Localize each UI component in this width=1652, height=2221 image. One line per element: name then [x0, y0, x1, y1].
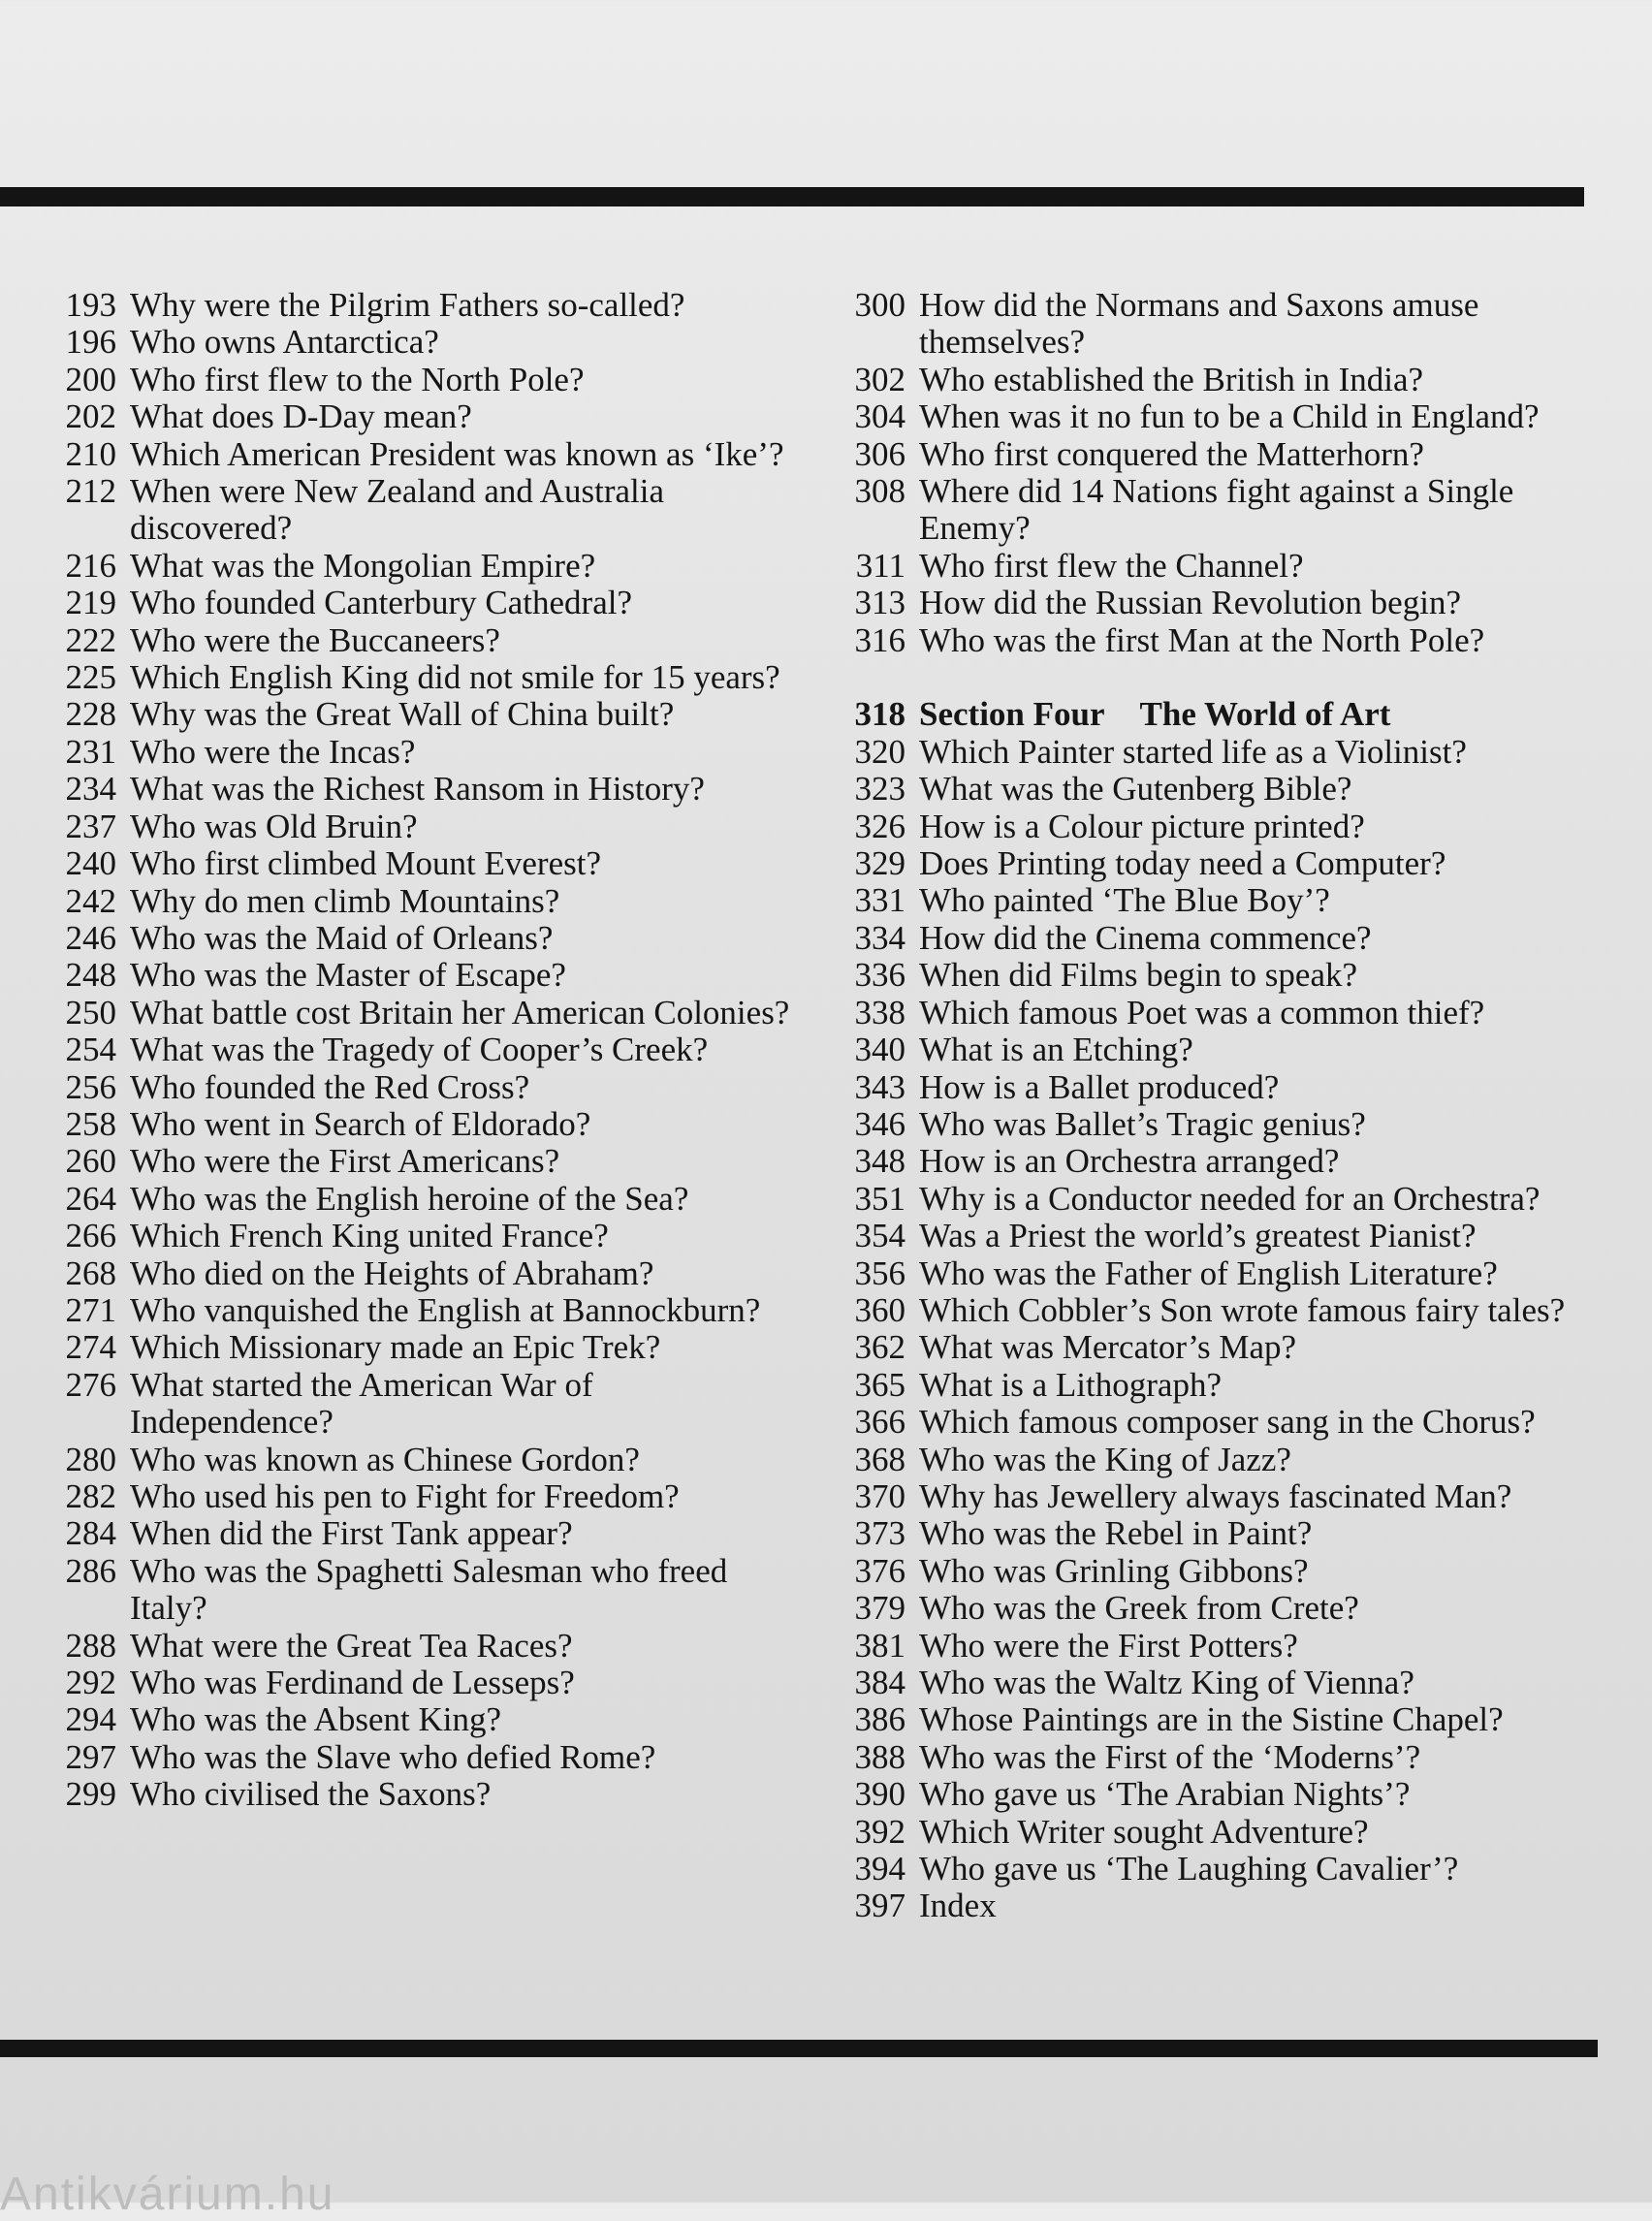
contents-entry	[45, 1367, 801, 1442]
page-number: 242	[65, 881, 116, 920]
entry-title: Who was the Absent King?	[130, 1700, 501, 1739]
contents-entry	[836, 1106, 1611, 1143]
contents-entry	[45, 1143, 801, 1180]
page-number: 388	[854, 1737, 905, 1776]
entry-title: Whose Paintings are in the Sistine Chapel?	[919, 1700, 1504, 1739]
contents-entry	[836, 1292, 1611, 1329]
section-heading	[836, 696, 1611, 733]
entry-title: Does Printing today need a Computer?	[919, 844, 1446, 883]
entry-title: How did the Russian Revolution begin?	[919, 584, 1461, 622]
entry-title: Who was Ballet’s Tragic genius?	[919, 1104, 1366, 1143]
page-number: 394	[854, 1850, 905, 1888]
entry-title: Why is a Conductor needed for an Orchestra?	[919, 1179, 1541, 1218]
contents-entry	[45, 771, 801, 808]
contents-entry	[45, 585, 801, 621]
contents-entry	[45, 1776, 801, 1813]
entry-title: What is an Etching?	[919, 1031, 1193, 1069]
entry-title: How did the Cinema commence?	[919, 918, 1372, 957]
contents-entry	[45, 362, 801, 398]
entry-title: Which Writer sought Adventure?	[919, 1812, 1369, 1851]
entry-title: Who first flew the Channel?	[919, 546, 1304, 585]
entry-title: Was a Priest the world’s greatest Pianist?	[919, 1217, 1477, 1255]
page-number: 311	[855, 546, 905, 585]
page-number: 228	[65, 695, 116, 734]
entry-title: Who were the First Potters?	[919, 1626, 1298, 1665]
entry-title: What was the Tragedy of Cooper’s Creek?	[130, 1031, 709, 1069]
page-number: 334	[854, 918, 905, 957]
bottom-rule	[0, 2040, 1598, 2057]
page-number: 294	[65, 1700, 116, 1739]
entry-title: Who were the Incas?	[130, 732, 416, 771]
contents-entry	[45, 883, 801, 920]
entry-title: Where did 14 Nations fight against a Single Enemy?	[919, 472, 1514, 548]
entry-title: Who was known as Chinese Gordon?	[130, 1440, 640, 1478]
page-number: 392	[854, 1812, 905, 1851]
contents-entry	[45, 287, 801, 324]
entry-title: Who was the English heroine of the Sea?	[130, 1179, 689, 1218]
entry-title: Who went in Search of Eldorado?	[130, 1104, 591, 1143]
page-number: 304	[854, 397, 905, 436]
contents-entry	[836, 398, 1611, 435]
entry-title: Who was the Father of English Literature?	[919, 1253, 1498, 1292]
contents-entry	[836, 1329, 1611, 1366]
page-number: 202	[65, 397, 116, 436]
contents-entry	[45, 1442, 801, 1478]
page-number: 370	[854, 1476, 905, 1515]
contents-entry	[45, 1478, 801, 1515]
section-title: The World of Art	[1139, 695, 1391, 734]
entry-title: Who civilised the Saxons?	[130, 1775, 492, 1814]
contents-entry	[45, 1069, 801, 1106]
page-number: 216	[65, 546, 116, 585]
page-number: 240	[65, 844, 116, 883]
contents-entry	[836, 1143, 1611, 1180]
page-number: 260	[65, 1142, 116, 1181]
entry-title: Who gave us ‘The Laughing Cavalier’?	[919, 1850, 1459, 1888]
page-number: 376	[854, 1551, 905, 1590]
entry-title: Who was the Rebel in Paint?	[919, 1514, 1313, 1553]
page-number: 346	[854, 1104, 905, 1143]
page-number: 286	[65, 1551, 116, 1590]
page-number: 366	[854, 1403, 905, 1442]
entry-title: Which famous composer sang in the Chorus?	[919, 1403, 1536, 1442]
entry-title: Which Cobbler’s Son wrote famous fairy tales?	[919, 1290, 1566, 1329]
contents-entry	[45, 659, 801, 696]
contents-entry	[45, 1701, 801, 1738]
page-number: 326	[854, 807, 905, 845]
page-number: 360	[854, 1290, 905, 1329]
contents-entry	[836, 1851, 1611, 1888]
entry-title: When was it no fun to be a Child in England?	[919, 397, 1540, 436]
contents-entry	[45, 398, 801, 435]
page-number: 297	[65, 1737, 116, 1776]
page-number: 368	[854, 1440, 905, 1478]
entry-title: When did Films begin to speak?	[919, 956, 1358, 995]
entry-title: Who was the First of the ‘Moderns’?	[919, 1737, 1421, 1776]
entry-title: Who gave us ‘The Arabian Nights’?	[919, 1775, 1411, 1814]
contents-entry	[836, 882, 1611, 919]
page-number: 340	[854, 1031, 905, 1069]
contents-left-column	[45, 287, 801, 1814]
entry-title: Who established the British in India?	[919, 360, 1424, 398]
contents-entry	[45, 436, 801, 473]
page-number: 237	[65, 807, 116, 845]
entry-title: What was the Gutenberg Bible?	[919, 770, 1352, 809]
entry-title: What was Mercator’s Map?	[919, 1328, 1297, 1367]
entry-title: Index	[919, 1887, 997, 1925]
entry-title: Why has Jewellery always fascinated Man?	[919, 1476, 1512, 1515]
page-number: 210	[65, 434, 116, 473]
entry-title: What is a Lithograph?	[919, 1365, 1222, 1404]
page-number: 329	[854, 844, 905, 883]
page-number: 316	[854, 620, 905, 659]
entry-title: What does D-Day mean?	[130, 397, 472, 436]
page-number: 271	[65, 1290, 116, 1329]
entry-title: What was the Richest Ransom in History?	[130, 770, 705, 809]
page-number: 320	[854, 732, 905, 771]
contents-entry	[836, 585, 1611, 621]
page-number: 284	[65, 1514, 116, 1553]
contents-entry	[45, 845, 801, 882]
contents-entry	[45, 1255, 801, 1292]
page-number: 373	[854, 1514, 905, 1553]
contents-entry	[45, 995, 801, 1031]
entry-title: Why was the Great Wall of China built?	[130, 695, 675, 734]
contents-entry	[836, 957, 1611, 994]
entry-title: What were the Great Tea Races?	[130, 1626, 573, 1665]
page-number: 219	[65, 584, 116, 622]
contents-entry	[45, 324, 801, 361]
contents-entry	[836, 1701, 1611, 1738]
contents-entry	[45, 734, 801, 771]
entry-title: Who was the Slave who defied Rome?	[130, 1737, 656, 1776]
contents-entry	[836, 809, 1611, 845]
page-number: 351	[854, 1179, 905, 1218]
contents-entry	[836, 1888, 1611, 1924]
page-number: 397	[854, 1887, 905, 1925]
entry-title: What battle cost Britain her American Colonies?	[130, 993, 790, 1031]
entry-title: Who painted ‘The Blue Boy’?	[919, 881, 1330, 920]
entry-title: Who used his pen to Fight for Freedom?	[130, 1477, 680, 1515]
contents-entry	[836, 771, 1611, 808]
entry-title: How is a Ballet produced?	[919, 1067, 1280, 1106]
page-number: 258	[65, 1104, 116, 1143]
entry-title: Who first conquered the Matterhorn?	[919, 434, 1424, 473]
page-number: 292	[65, 1664, 116, 1702]
entry-title: Who was the Master of Escape?	[130, 956, 566, 995]
page-number: 254	[65, 1031, 116, 1069]
page-number: 336	[854, 956, 905, 995]
contents-entry	[45, 1292, 801, 1329]
contents-entry	[45, 1218, 801, 1254]
contents-entry	[45, 1553, 801, 1628]
contents-entry	[836, 1628, 1611, 1665]
entry-title: Who founded Canterbury Cathedral?	[130, 584, 633, 622]
contents-entry	[836, 473, 1611, 548]
contents-entry	[45, 957, 801, 994]
contents-entry	[836, 1478, 1611, 1515]
entry-title: Who was the Spaghetti Salesman who freed Italy?	[130, 1551, 728, 1628]
page-number: 193	[65, 286, 116, 324]
section-page-number: 318	[854, 695, 905, 734]
page-number: 331	[854, 881, 905, 920]
top-rule	[0, 187, 1584, 206]
contents-entry	[836, 1218, 1611, 1254]
contents-entry	[45, 622, 801, 659]
contents-entry	[836, 1367, 1611, 1404]
entry-title: Which American President was known as ‘Ike’?	[130, 434, 784, 473]
page-number: 323	[854, 770, 905, 809]
page-number: 288	[65, 1626, 116, 1665]
page-number: 200	[65, 360, 116, 398]
entry-title: Which English King did not smile for 15 years?	[130, 658, 780, 697]
entry-title: Who were the Buccaneers?	[130, 620, 500, 659]
entry-title: What started the American War of Independence?	[130, 1365, 593, 1442]
entry-title: How is an Orchestra arranged?	[919, 1142, 1340, 1181]
page-number: 212	[65, 472, 116, 511]
entry-title: Which famous Poet was a common thief?	[919, 993, 1485, 1031]
contents-entry	[45, 1181, 801, 1218]
page-number: 274	[65, 1328, 116, 1367]
entry-title: Who first flew to the North Pole?	[130, 360, 585, 398]
entry-title: Why were the Pilgrim Fathers so-called?	[130, 286, 685, 324]
page-number: 300	[854, 286, 905, 324]
contents-entry	[836, 548, 1611, 585]
contents-right-column	[836, 287, 1611, 1925]
page-number: 266	[65, 1217, 116, 1255]
contents-entry	[45, 1739, 801, 1776]
right-column-top-list	[836, 287, 1611, 659]
entry-title: When were New Zealand and Australia discovered?	[130, 472, 665, 548]
contents-entry	[836, 1814, 1611, 1851]
contents-entry	[836, 1553, 1611, 1590]
page-number: 264	[65, 1179, 116, 1218]
page-number: 225	[65, 658, 116, 697]
contents-entry	[836, 734, 1611, 771]
entry-title: Who was the King of Jazz?	[919, 1440, 1291, 1478]
page-number: 354	[854, 1217, 905, 1255]
contents-entry	[45, 809, 801, 845]
page-number: 250	[65, 993, 116, 1031]
entry-title: Who was the Maid of Orleans?	[130, 918, 554, 957]
contents-entry	[836, 1515, 1611, 1552]
entry-title: What was the Mongolian Empire?	[130, 546, 596, 585]
entry-title: Who first climbed Mount Everest?	[130, 844, 601, 883]
entry-title: Which French King united France?	[130, 1217, 609, 1255]
page-number: 248	[65, 956, 116, 995]
entry-title: Which Missionary made an Epic Trek?	[130, 1328, 661, 1367]
contents-entry	[45, 1106, 801, 1143]
entry-title: Who was Ferdinand de Lesseps?	[130, 1664, 575, 1702]
page-number: 386	[854, 1700, 905, 1739]
contents-entry	[836, 845, 1611, 882]
contents-entry	[836, 1069, 1611, 1106]
page-number: 384	[854, 1664, 905, 1702]
page-number: 234	[65, 770, 116, 809]
contents-entry	[45, 1329, 801, 1366]
contents-entry	[836, 1776, 1611, 1813]
page-number: 256	[65, 1067, 116, 1106]
entry-title: How did the Normans and Saxons amuse themselves?	[919, 286, 1479, 362]
page-number: 348	[854, 1142, 905, 1181]
page-number: 299	[65, 1775, 116, 1814]
page-number: 338	[854, 993, 905, 1031]
contents-entry	[45, 1031, 801, 1068]
right-column-bottom-list	[836, 734, 1611, 1925]
entry-title: Who was the Greek from Crete?	[919, 1589, 1359, 1628]
contents-entry	[45, 1515, 801, 1552]
page-number: 282	[65, 1477, 116, 1515]
entry-title: Who died on the Heights of Abraham?	[130, 1253, 654, 1292]
page-number: 276	[65, 1365, 116, 1404]
entry-title: Who was Old Bruin?	[130, 807, 418, 845]
entry-title: When did the First Tank appear?	[130, 1514, 573, 1553]
contents-entry	[836, 1404, 1611, 1441]
contents-entry	[836, 1255, 1611, 1292]
entry-title: Who founded the Red Cross?	[130, 1067, 530, 1106]
contents-entry	[836, 1665, 1611, 1701]
contents-entry	[836, 920, 1611, 957]
contents-entry	[45, 1628, 801, 1665]
entry-title: Why do men climb Mountains?	[130, 881, 560, 920]
page-number: 246	[65, 918, 116, 957]
contents-entry	[836, 436, 1611, 473]
page-number: 365	[854, 1365, 905, 1404]
contents-entry	[836, 1739, 1611, 1776]
contents-entry	[45, 920, 801, 957]
contents-entry	[836, 995, 1611, 1031]
entry-title: Who vanquished the English at Bannockburn?	[130, 1290, 761, 1329]
page-number: 268	[65, 1253, 116, 1292]
contents-entry	[836, 1590, 1611, 1627]
entry-title: Who owns Antarctica?	[130, 323, 439, 362]
page-number: 302	[854, 360, 905, 398]
section-label: Section Four	[919, 695, 1105, 734]
entry-title: Who were the First Americans?	[130, 1142, 560, 1181]
page-number: 280	[65, 1440, 116, 1478]
page-number: 381	[854, 1626, 905, 1665]
page-number: 196	[65, 323, 116, 362]
contents-entry	[836, 1031, 1611, 1068]
contents-entry	[45, 1665, 801, 1701]
entry-title: How is a Colour picture printed?	[919, 807, 1365, 845]
contents-entry	[45, 473, 801, 548]
page-number: 222	[65, 620, 116, 659]
contents-entry	[836, 1442, 1611, 1478]
entry-title: Who was the Waltz King of Vienna?	[919, 1664, 1414, 1702]
page-number: 362	[854, 1328, 905, 1367]
watermark: Antikvárium.hu	[0, 2169, 335, 2220]
page-number: 313	[854, 584, 905, 622]
page-number: 306	[854, 434, 905, 473]
contents-entry	[836, 622, 1611, 659]
entry-title: Who was Grinling Gibbons?	[919, 1551, 1309, 1590]
contents-entry	[836, 287, 1611, 362]
contents-entry	[836, 1181, 1611, 1218]
page-number: 343	[854, 1067, 905, 1106]
page-number: 379	[854, 1589, 905, 1628]
page-number: 356	[854, 1253, 905, 1292]
page-number: 308	[854, 472, 905, 511]
entry-title: Which Painter started life as a Violinist?	[919, 732, 1467, 771]
contents-entry	[45, 548, 801, 585]
page-number: 231	[65, 732, 116, 771]
contents-entry	[45, 696, 801, 733]
page-number: 390	[854, 1775, 905, 1814]
contents-entry	[836, 362, 1611, 398]
entry-title: Who was the first Man at the North Pole?	[919, 620, 1485, 659]
